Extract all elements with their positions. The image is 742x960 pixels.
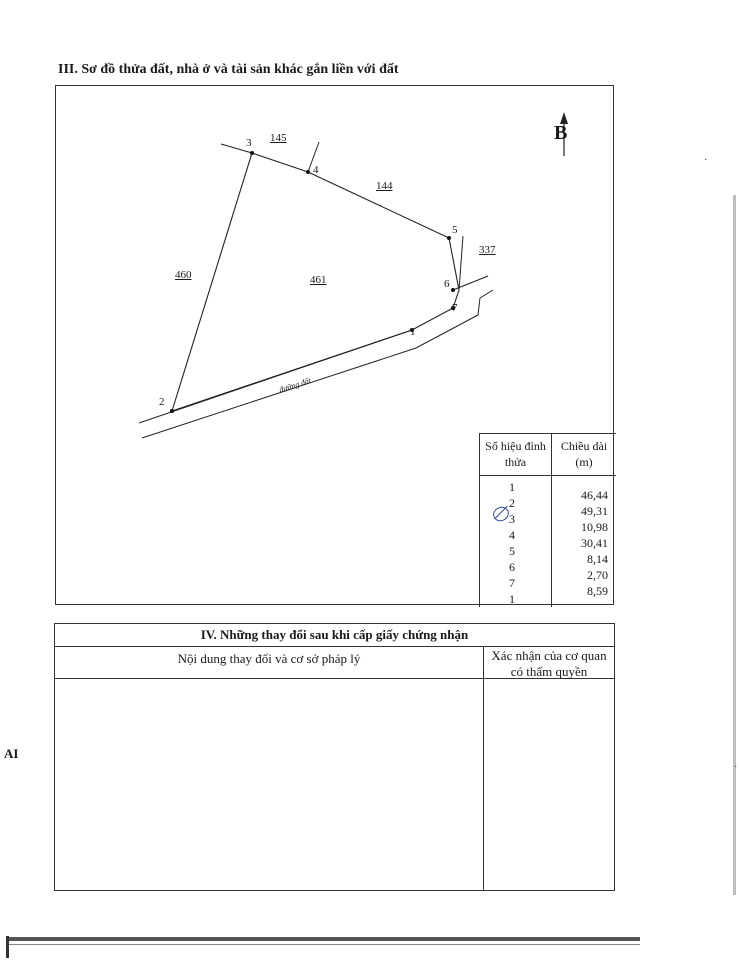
vertex-label-3: 3 xyxy=(246,137,252,149)
page-edge xyxy=(733,195,736,895)
vertex-number: 5 xyxy=(509,544,515,558)
vertex-number: 2 xyxy=(509,496,515,510)
vertex-number: 4 xyxy=(509,528,515,542)
page-edge xyxy=(8,944,640,945)
margin-text: AI xyxy=(4,746,19,761)
road-edge xyxy=(139,330,412,423)
vertex-label-4: 4 xyxy=(313,164,319,176)
neighbor-parcel-144: 144 xyxy=(376,180,393,192)
table-row xyxy=(480,480,616,502)
parcel-number: 461 xyxy=(310,274,327,286)
edge-length: 8,14 xyxy=(587,552,608,566)
edge-length: 10,98 xyxy=(581,520,608,534)
vertex-label-1: 1 xyxy=(410,326,416,338)
vertex-label-7: 7 xyxy=(452,302,458,314)
vertex-number: 7 xyxy=(509,576,515,590)
length-rows xyxy=(480,480,616,608)
header-point: Số hiệu đỉnh thửa xyxy=(480,434,552,476)
table-divider xyxy=(483,678,484,890)
vertex-label-6: 6 xyxy=(444,278,450,290)
vertex-3 xyxy=(250,151,254,155)
page-edge xyxy=(8,937,640,941)
vertex-number: 6 xyxy=(509,560,515,574)
column-header-confirm: Xác nhận của cơ quan có thẩm quyền xyxy=(484,646,614,679)
neighbor-parcel-145: 145 xyxy=(270,132,287,144)
table-row xyxy=(480,592,616,608)
table-row xyxy=(480,544,616,566)
road-label: đường đất xyxy=(278,375,313,395)
land-plot-map xyxy=(55,85,614,605)
edge-length: 8,59 xyxy=(587,584,608,598)
vertex-6 xyxy=(451,288,455,292)
neighbor-parcel-460: 460 xyxy=(175,269,192,281)
vertex-label-5: 5 xyxy=(452,224,458,236)
vertex-number: 1 xyxy=(509,592,515,606)
boundary-extension xyxy=(459,236,463,290)
header-length: Chiều dài (m) xyxy=(552,434,616,476)
section-title: III. Sơ đồ thửa đất, nhà ở và tài sản khác gắn liền với đất xyxy=(58,62,399,77)
vertex-2 xyxy=(170,409,174,413)
page-edge xyxy=(6,936,9,958)
vertex-number: 3 xyxy=(509,512,515,526)
vertex-number: 1 xyxy=(509,480,515,494)
road-edge xyxy=(453,276,488,290)
table-row xyxy=(480,528,616,550)
table-row xyxy=(480,560,616,582)
neighbor-parcel-337: 337 xyxy=(479,244,496,256)
section-title: IV. Những thay đổi sau khi cấp giấy chứng nhận xyxy=(55,624,614,647)
edge-length: 49,31 xyxy=(581,504,608,518)
edge-length: 30,41 xyxy=(581,536,608,550)
edge-length: 2,70 xyxy=(587,568,608,582)
edge-length: 46,44 xyxy=(581,488,608,502)
column-header-content: Nội dung thay đổi và cơ sở pháp lý xyxy=(55,646,484,679)
changes-table xyxy=(54,623,615,891)
vertex-label-2: 2 xyxy=(159,396,165,408)
scan-mark: · xyxy=(734,762,738,773)
vertex-4 xyxy=(306,170,310,174)
road-edge xyxy=(142,290,493,438)
table-row xyxy=(480,576,616,598)
north-symbol: B xyxy=(554,122,568,144)
vertex-5 xyxy=(447,236,451,240)
scan-mark: · xyxy=(704,155,708,166)
